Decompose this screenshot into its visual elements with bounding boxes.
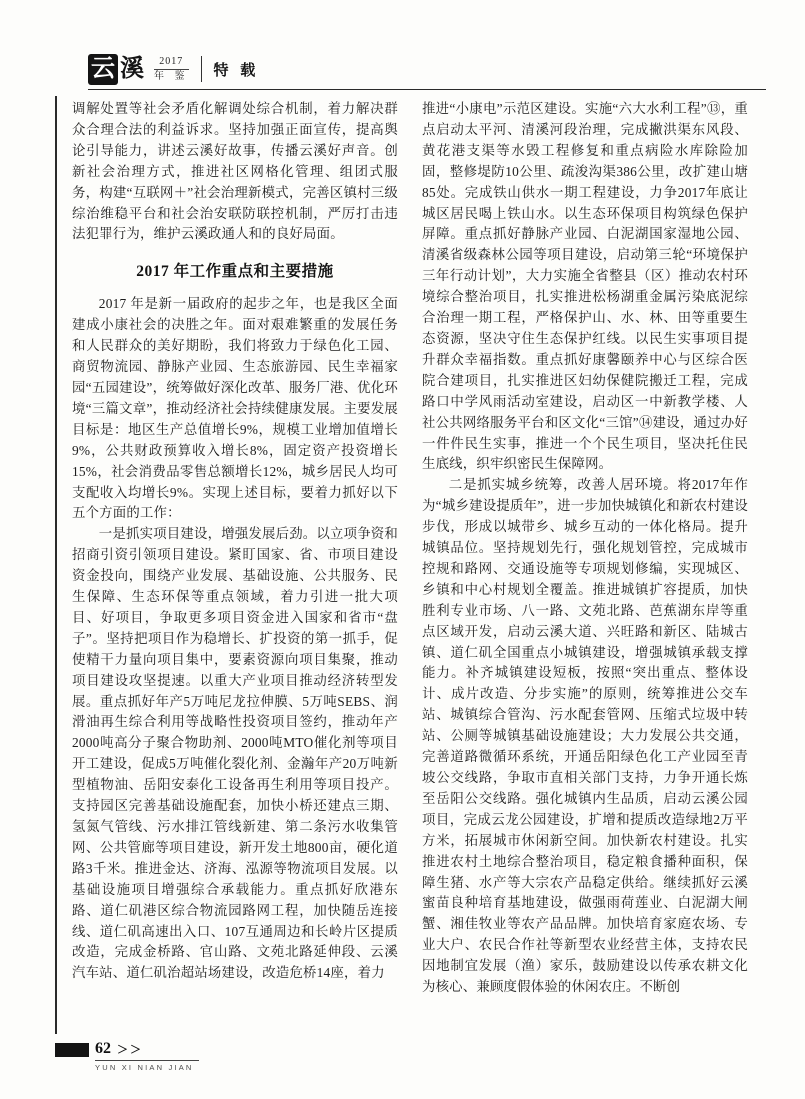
paragraph-point-one: 一是抓实项目建设，增强发展后劲。以立项争资和招商引资引领项目建设。紧盯国家、省、市项目建设资金投向，围绕产业发展、基础设施、公共服务、民生保障、生态环保等重点领域，着力引进一批大项目、好项目，争取更多项目资金进入国家和省市“盘子”。坚持把项目作为稳增长、扩投资的第一抓手，促使精干力量向项目集中，要素资源向项目集聚，推动项目建设攻坚提速。以重大产业项目推动经济转型发展。重点抓好年产5万吨尼龙拉伸膜、5万吨SEBS、润滑油再生综合利用等战略性投资项目签约，推动年产2000吨高分子聚合物助剂、2000吨MTO催化剂等项目开工建设，促成5万吨催化裂化剂、金瀚年产20万吨新型植物油、岳阳安泰化工设备再生利用等项目投产。支持园区完善基础设施配套，加快小桥还建点三期、氢氮气管线、污水排江管线新建、第二条污水收集管网、公共管廊等项目建设，新开发土地800亩，硬化道路3千米。推进金达、济海、泓源等物流项目发展。以基础设施项目增强综合承载能力。重点抓好欣港东路、道仁矶港区综合物流园路网工程，加快随岳连接线、道仁矶高速出入口、107互通周边和长岭片区提质改造，完成金桥路、官山路、文苑北路延伸段、云溪汽车站、道仁矶治超站场建设，改造危桥14座，着力: [72, 526, 398, 981]
paragraph-continuation-right: 推进“小康电”示范区建设。实施“六大水利工程”⑬，重点启动太平河、清溪河段治理，完成撇洪渠东风段、黄花港支渠等水毁工程修复和重点病险水库除险加固，整修堤防10公里、疏浚沟渠386公里，改扩建山塘85处。完成铁山供水一期工程建设，力争2017年底让城区居民喝上铁山水。以生态环保项目构筑绿色保护屏障。重点抓好静脉产业园、白泥湖国家湿地公园、清溪省级森林公园等项目建设，启动第三轮“环境保护三年行动计划”，大力实施全省整县（区）推动农村环境综合整治项目，扎实推进松杨湖重金属污染底泥综合治理一期工程，严格保护山、水、林、田等重要生态资源，坚决守住生态保护红线。以民生实事项目提升群众幸福指数。重点抓好康馨颐养中心与区综合医院合建项目，扎实推进区妇幼保健院搬迁工程，完成路口中学风雨活动室建设，启动区一中新教学楼、人社公共网络服务平台和区文化“三馆”⑭建设，通过办好一件件民生实事，推进一个个民生项目，坚决托住民生底线，织牢织密民生保障网。: [422, 101, 748, 472]
page-number-row: [95, 1040, 199, 1059]
section-heading: 2017 年工作重点和主要措施: [136, 263, 334, 281]
footer-rule: [95, 1060, 199, 1061]
section-title: 特 载: [213, 62, 260, 79]
logo-char-xi: 溪: [120, 56, 144, 82]
two-column-text: [72, 99, 748, 998]
page-arrows-icon: ＞＞: [117, 1044, 143, 1056]
left-vertical-rule: [55, 96, 57, 1034]
header-divider: [201, 56, 202, 82]
paragraph-continuation: 调解处置等社会矛盾化解调处综合机制，着力解决群众合理合法的利益诉求。坚持加强正面宣传，提高舆论引导能力，讲述云溪好故事，传播云溪好声音。创新社会治理方式，推进社区网格化管理、组团式服务，构建“互联网＋”社会治理新模式，完善区镇村三级综治维稳平台和社会治安联防联控机制，严厉打击违法犯罪行为，维护云溪政通人和的良好局面。: [72, 101, 398, 242]
page-number: 62: [95, 1040, 111, 1057]
logo-char-yun: 云: [88, 54, 118, 85]
edition-block: [154, 56, 189, 83]
right-column: [422, 99, 748, 998]
edition-label: 年 鉴: [154, 70, 189, 82]
footer-info: [95, 1040, 199, 1072]
footer-romanized-title: YUN XI NIAN JIAN: [95, 1063, 194, 1072]
paragraph-overview: 2017 年是新一届政府的起步之年，也是我区全面建成小康社会的决胜之年。面对艰难繁重的发展任务和人民群众的美好期盼，我们将致力于绿色化工园、商贸物流园、静脉产业园、生态旅游园、民生幸福家园“五园建设”，统筹做好深化改革、服务厂港、优化环境“三篇文章”，推动经济社会持续健康发展。主要发展目标是：地区生产总值增长9%，规模工业增加值增长9%，公共财政预算收入增长8%，固定资产投资增长15%，社会消费品零售总额增长12%，城乡居民人均可支配收入均增长9%。实现上述目标，要着力抓好以下五个方面的工作：: [72, 296, 398, 521]
paragraph-point-two: 二是抓实城乡统筹，改善人居环境。将2017年作为“城乡建设提质年”，进一步加快城镇化和新农村建设步伐，形成以城带乡、城乡互动的一体化格局。提升城镇品位。坚持规划先行，强化规划管控，完成城市控规和路网、交通设施等专项规划修编，实现城区、乡镇和中心村规划全覆盖。推进城镇扩容提质，加快胜利专业市场、八一路、文苑北路、芭蕉湖东岸等重点区域开发，启动云溪大道、兴旺路和新区、陆城古镇、道仁矶全国重点小城镇建设，增强城镇承载支撑能力。补齐城镇建设短板，按照“突出重点、整体设计、成片改造、分步实施”的原则，统筹推进公交车站、城镇综合管沟、污水配套管网、压缩式垃圾中转站、公厕等城镇基础设施建设；大力发展公共交通，完善道路微循环系统，开通岳阳绿色化工产业园至青坡公交线路，争取市直相关部门支持，力争开通长炼至岳阳公交线路。强化城镇内生品质，启动云溪公园项目，完成云龙公园建设，扩增和提质改造绿地2万平方米，拓展城市休闲新空间。加快新农村建设。扎实推进农村土地综合整治项目，稳定粮食播种面积，保障生猪、水产等大宗农产品稳定供给。继续抓好云溪蜜苗良种培育基地建设，做强雨荷莲业、白泥湖大闸蟹、湘佳牧业等农产品品牌。加快培育家庭农场、专业大户、农民合作社等新型农业经营主体，支持农民因地制宜发展（渔）家乐，鼓励建设以传承农耕文化为核心、兼顾度假体验的休闲农庄。不断创: [422, 477, 748, 995]
yearbook-logo: [88, 54, 144, 85]
edition-year: 2017: [154, 56, 189, 70]
page-header: [88, 52, 259, 86]
left-column: [72, 99, 398, 998]
page-footer: [55, 1040, 199, 1072]
header-rule: [88, 89, 766, 90]
footer-black-bar: [55, 1043, 89, 1057]
